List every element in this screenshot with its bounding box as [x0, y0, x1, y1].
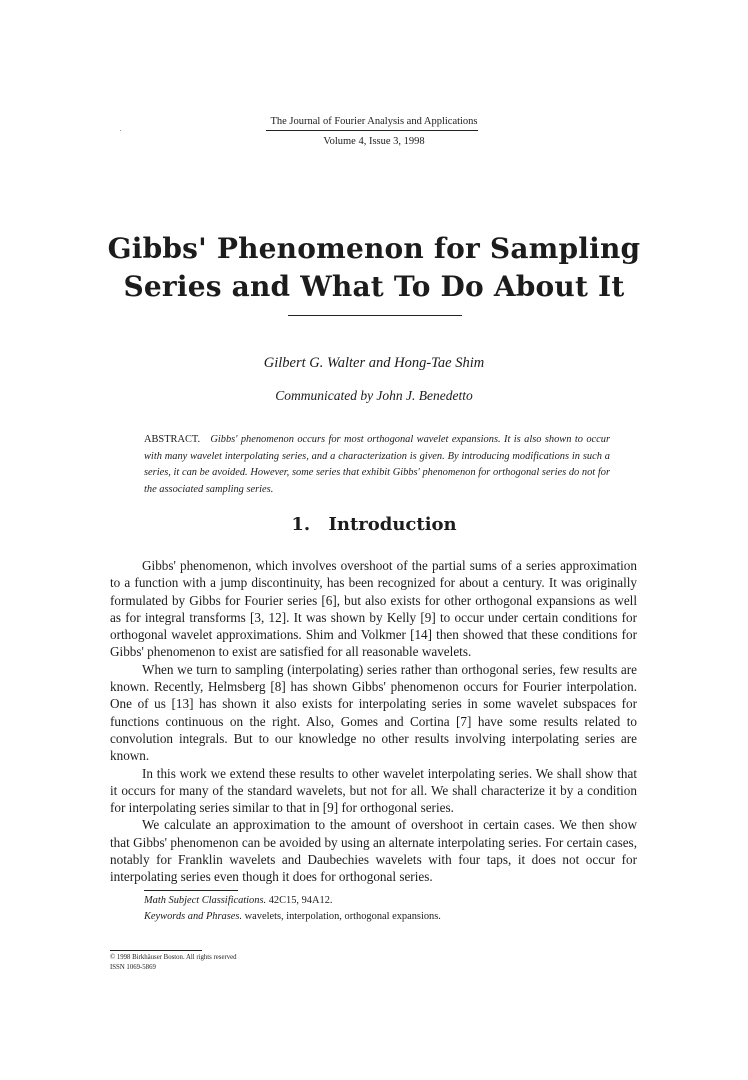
- title-rule: [288, 315, 462, 316]
- title-line-1: Gibbs' Phenomenon for Sampling: [107, 232, 641, 265]
- paragraph: Gibbs' phenomenon, which involves overshoot of the partial sums of a series approximation to a function with a jump discontinuity, has been recognized for about a century. It was originally formulated by Gibbs for Fourier series [6], but also exists for other orthogonal expansions as well as for integral transforms [3, 12]. It was shown by Kelly [9] to occur under certain conditions for orthogonal wavelet approximations. Shim and Volkmer [14] then showed that these conditions for Gibbs' phenomenon to exist are satisfied for all reasonable wavelets.: [110, 558, 637, 660]
- paragraph: When we turn to sampling (interpolating) series rather than orthogonal series, few results are known. Recently, Helmsberg [8] has shown Gibbs' phenomenon occurs for Fourier interpolation. One of us [13] has shown it also exists for interpolating series in some wavelet subspaces for functions continuous on the right. Also, Gomes and Cortina [7] have some results related to convolution integrals. But to our knowledge no other results involving interpolating series are known.: [110, 661, 637, 764]
- section-title: Introduction: [328, 514, 457, 535]
- abstract-label: ABSTRACT.: [144, 434, 201, 445]
- body-text: [110, 557, 637, 886]
- copyright-line: © 1998 Birkhäuser Boston. All rights reserved: [110, 954, 237, 961]
- copyright-rule: [110, 950, 202, 951]
- communicated-by: Communicated by John J. Benedetto: [275, 388, 473, 403]
- paragraph: In this work we extend these results to other wavelet interpolating series. We shall show that it occurs for many of the standard wavelets, but not for all. We shall characterize it by a condition for interpolating series similar to that in [9] for orthogonal series.: [110, 765, 637, 816]
- msc-value: 42C15, 94A12.: [268, 895, 333, 906]
- footnote-rule: [144, 890, 238, 891]
- keywords-line: [144, 909, 441, 925]
- paper-title: [0, 230, 748, 306]
- margin-speck: [120, 130, 121, 131]
- abstract-text: Gibbs' phenomenon occurs for most orthogonal wavelet expansions. It is also shown to occur with many wavelet interpolating series, and a characterization is given. By introducing modifications in such a series, it can be avoided. However, some series that exhibit Gibbs' phenomenon for orthogonal series do not for the associated sampling series.: [144, 434, 610, 495]
- section-number: 1.: [291, 514, 311, 535]
- msc-line: [144, 893, 441, 909]
- copyright: [110, 953, 237, 973]
- abstract: [144, 432, 610, 498]
- volume-issue: Volume 4, Issue 3, 1998: [323, 136, 425, 147]
- section-heading: [0, 514, 748, 535]
- journal-rule: [266, 130, 478, 131]
- authors: Gilbert G. Walter and Hong-Tae Shim: [263, 355, 485, 371]
- paragraph: We calculate an approximation to the amount of overshoot in certain cases. We then show that Gibbs' phenomenon can be avoided by using an alternate interpolating series. For certain cases, notably for Franklin wavelets and Daubechies wavelets with four taps, it does not occur for interpolating series even though it does for orthogonal series.: [110, 817, 637, 885]
- keywords-value: wavelets, interpolation, orthogonal expansions.: [244, 911, 441, 922]
- keywords-label: Keywords and Phrases.: [144, 911, 243, 922]
- footnote: [144, 893, 441, 925]
- msc-label: Math Subject Classifications.: [144, 895, 267, 906]
- title-line-2: Series and What To Do About It: [123, 270, 625, 303]
- journal-name: The Journal of Fourier Analysis and Applications: [270, 116, 478, 127]
- issn-line: ISSN 1069-5869: [110, 964, 156, 971]
